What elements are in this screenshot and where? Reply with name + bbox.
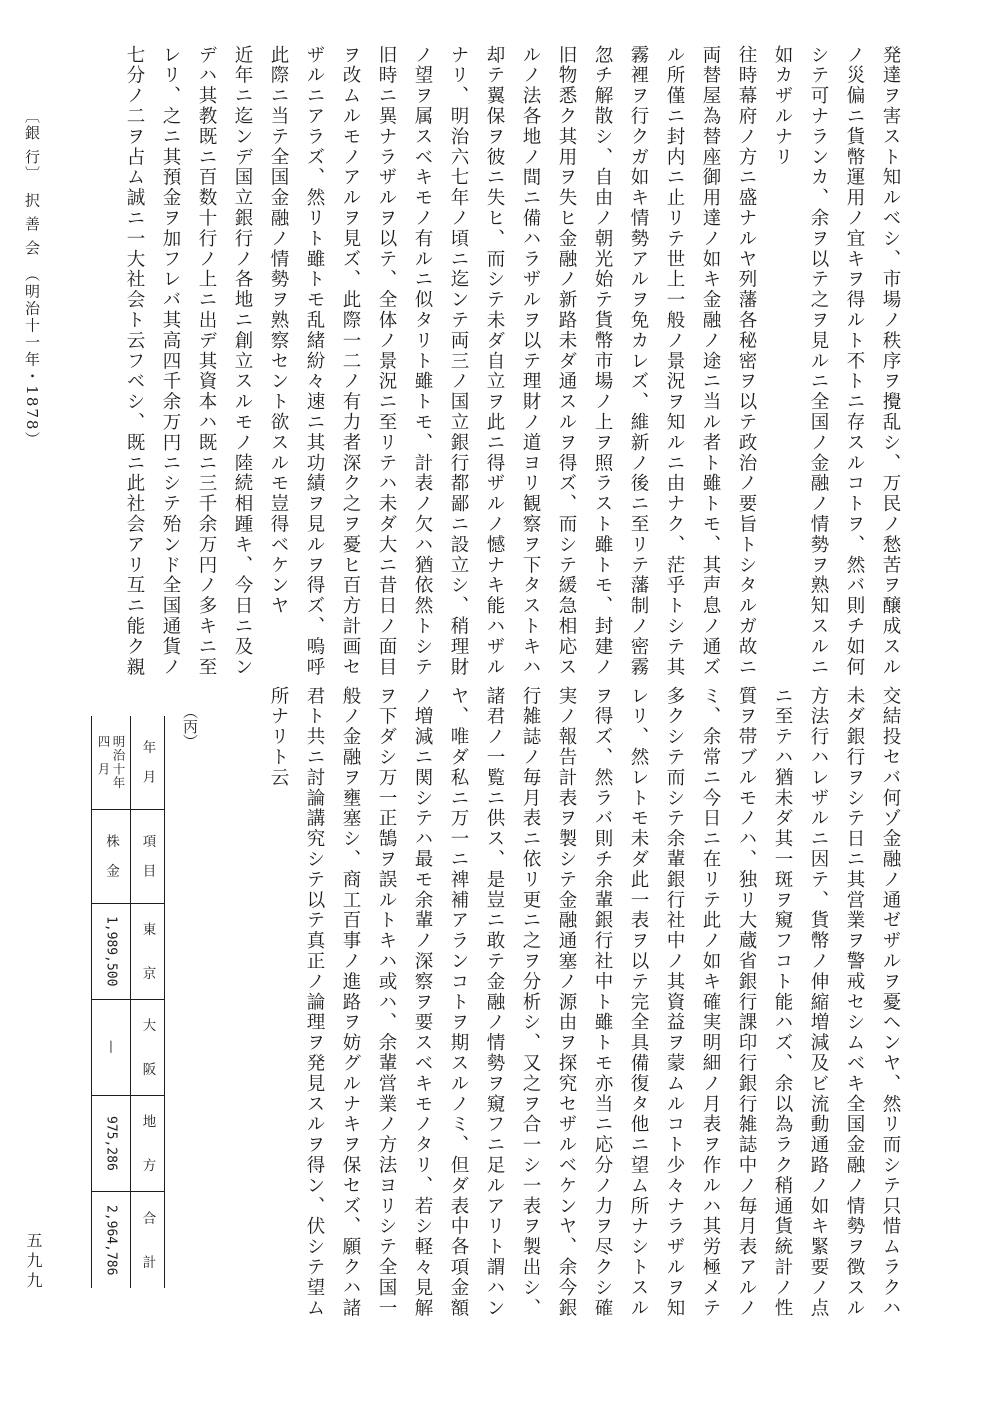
text-line: ミ、余常ニ今日ニ在リテ此ノ如キ確実明細ノ月表ヲ作ルハ其労極メテ [700,686,721,1319]
text-line: 旧物悉ク其用ヲ失ヒ金融ノ新路未ダ通スルヲ得ズ、而シテ緩急相応ス [556,45,577,678]
text-line: ノ増減ニ関シテハ最モ余輩ノ深察ヲ要スベキモノタリ、若シ軽々見解 [412,686,433,1319]
table-cell: 1,989,500 [92,904,130,1000]
table-header-cell: 東 京 [131,904,164,1000]
text-line: 方法行ハレザルニ因テ、貨幣ノ伸縮増減及ビ流動通路ノ如キ緊要ノ点 [808,686,829,1319]
text-line: 多クシテ而シテ余輩銀行社中ノ其資益ヲ蒙ムルコト少々ナラザルヲ知 [664,686,685,1319]
text-line: 却テ翼保ヲ彼ニ失ヒ、而シテ未ダ自立ヲ此ニ得ザルノ憾ナキ能ハザル [484,45,505,678]
table-label: （丙） [181,704,199,749]
text-line: 実ノ報告計表ヲ製シテ金融通塞ノ源由ヲ探究セザルベケンヤ、余今銀 [556,686,577,1319]
text-line: 往時幕府ノ方ニ盛ナルヤ列藩各秘密ヲ以テ政治ノ要旨トシタルガ故ニ [736,45,757,678]
table-row [92,716,130,1288]
text-line: ナリ、明治六七年ノ頃ニ迄ンテ両三ノ国立銀行都鄙ニ設立シ、稍理財 [448,45,469,678]
text-line: デハ其教既ニ百数十行ノ上ニ出デ其資本ハ既ニ三千余万円ノ多キニ至 [196,45,217,678]
table-header-cell: 地 方 [131,1096,164,1192]
running-head: 〔銀 行〕 択 善 会 （明治十一年・1878） [23,108,41,449]
text-line: 行雑誌ノ毎月表ニ依リ更ニ之ヲ分析シ、又之ヲ合一シ一表ヲ製出シ、 [520,686,541,1319]
text-line: ノ望ヲ属スベキモノ有ルニ似タリト雖トモ、計表ノ欠ハ猶依然トシテ [412,45,433,678]
table-header-cell: 合 計 [139,1210,156,1270]
text-line: 忽チ解散シ、自由ノ朝光始テ貨幣市場ノ上ヲ照ラスト雖トモ、封建ノ [592,45,613,678]
text-line: ザルニアラズ、然リト雖トモ乱緒紛々速ニ其功績ヲ見ルヲ得ズ、嗚呼 [304,45,325,678]
page-number: 五九九 [24,1232,43,1292]
text-line: シテ可ナランカ、余ヲ以テ之ヲ見ルニ全国ノ金融ノ情勢ヲ熟知スルニ [808,45,829,678]
text-line: 君ト共ニ討論講究シテ以テ真正ノ論理ヲ発見スルヲ得ン、伏シテ望ム [304,686,325,1319]
table-header-cell: 年 月 [131,716,164,810]
text-line: 近年ニ迄ンデ国立銀行ノ各地ニ創立スルモノ陸続相踵キ、今日ニ及ン [232,45,253,678]
text-line: 此際ニ当テ全国金融ノ情勢ヲ熟察セント欲スルモ豈得ベケンヤ [268,45,289,617]
table-cell: 2,964,786 [103,1204,119,1276]
text-line: ル所僅ニ封内ニ止リテ世上一般ノ景況ヲ知ルニ由ナク、茫乎トシテ其 [664,45,685,678]
text-line: ルノ法各地ノ間ニ備ハラザルヲ以テ理財ノ道ヨリ観察ヲ下タストキハ [520,45,541,678]
main-text-lower [260,686,908,1319]
text-line: ヲ得ズ、然ラバ則チ余輩銀行社中ト雖トモ亦当ニ応分ノ力ヲ尽クシ確 [592,686,613,1319]
main-text-upper [116,45,908,678]
text-line: 未ダ銀行ヲシテ日ニ其営業ヲ警戒セシムベキ全国金融ノ情勢ヲ徴スル [844,686,865,1319]
text-line: 発達ヲ害スト知ルベシ、市場ノ秩序ヲ攪乱シ、万民ノ愁苦ヲ醸成スル [880,45,901,678]
table-header-cell: 大 阪 [131,1000,164,1096]
table-cell: 株 金 [92,810,130,904]
text-line: ニ至テハ猶未ダ其一斑ヲ窺フコト能ハズ、余以為ラク稍通貨統計ノ性 [772,686,793,1319]
text-line: 七分ノ二ヲ占ム誠ニ一大社会ト云フベシ、既ニ此社会アリ互ニ能ク親 [124,45,145,678]
text-line: ヲ改ムルモノアルヲ見ズ、此際一二ノ有力者深ク之ヲ憂ヒ百方計画セ [340,45,361,678]
text-line: 諸君ノ一覧ニ供ス、是豈ニ敢テ金融ノ情勢ヲ窺フニ足ルアリト謂ハン [484,686,505,1319]
table-cell: 明治十年 四 月 [92,716,130,810]
text-line: レリ、之ニ其預金ヲ加フレバ其高四千余万円ニシテ殆ンド全国通貨ノ [160,45,181,678]
text-line: ノ災偏ニ貨幣運用ノ宜キヲ得ルト不トニ存スルコトヲ、然バ則チ如何 [844,45,865,678]
text-line: 如カザルナリ [772,45,793,168]
table-header-cell: 項 目 [131,810,164,904]
text-line: ヲ下ダシ万一正鵠ヲ誤ルトキハ或ハ、余輩営業ノ方法ヨリシテ全国一 [376,686,397,1319]
text-line: 両替屋為替座御用達ノ如キ金融ノ途ニ当ル者ト雖トモ、其声息ノ通ズ [700,45,721,678]
text-line: 般ノ金融ヲ壅塞シ、商工百事ノ進路ヲ妨グルナキヲ保セズ、願クハ諸 [340,686,361,1319]
table-header-row [130,716,164,1288]
text-line: 所ナリト云 [268,686,289,788]
statistics-table [91,716,165,1288]
table-cell: — [92,1000,130,1096]
text-line: 交結投セバ何ゾ金融ノ通ゼザルヲ憂ヘンヤ、然リ而シテ只惜ムラクハ [880,686,901,1319]
text-line: レリ、然レトモ未ダ此一表ヲ以テ完全具備復タ他ニ望ム所ナシトスル [628,686,649,1319]
text-line: 質ヲ帯ブルモノハ、独リ大蔵省銀行課印行銀行雑誌中ノ毎月表アルノ [736,686,757,1319]
text-line: 霧裡ヲ行クガ如キ情勢アルヲ免カレズ、維新ノ後ニ至リテ藩制ノ密霧 [628,45,649,678]
text-line: ヤ、唯ダ私ニ万一ニ禆補アランコトヲ期スルノミ、但ダ表中各項金額 [448,686,469,1319]
table-cell: 975,286 [92,1096,130,1192]
text-line: 旧時ニ異ナラザルヲ以テ、全体ノ景況ニ至リテハ未ダ大ニ昔日ノ面目 [376,45,397,678]
